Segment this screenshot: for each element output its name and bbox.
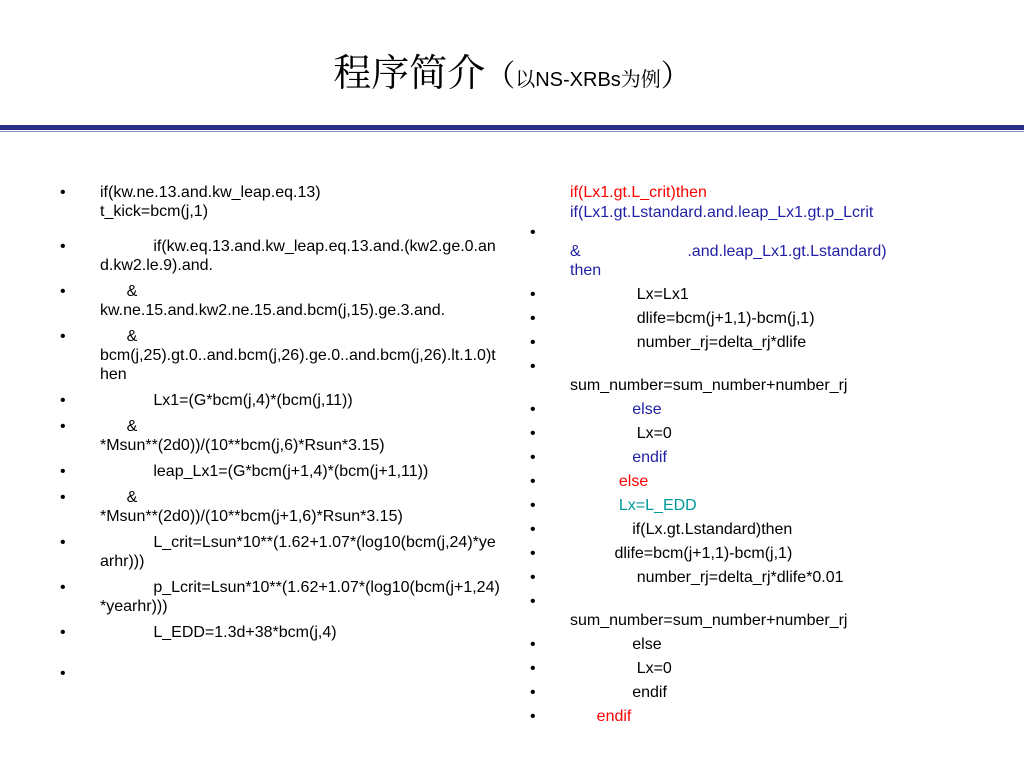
code-line: if(Lx.gt.Lstandard)then: [570, 521, 793, 538]
right-item-1: [530, 285, 980, 304]
code-line: sum_number=sum_number+number_rj: [570, 377, 848, 394]
code-line: else: [570, 473, 649, 490]
right-item-2: [530, 309, 980, 328]
code-line: dlife=bcm(j+1,1)-bcm(j,1): [570, 545, 793, 562]
bullet-icon: •: [530, 449, 536, 466]
left-code-column: [60, 183, 500, 682]
code-line: dlife=bcm(j+1,1)-bcm(j,1): [570, 310, 815, 327]
bullet-icon: •: [60, 624, 66, 641]
right-item-15: [530, 659, 980, 678]
left-item-7: [60, 488, 500, 526]
code-line: number_rj=delta_rj*dlife*0.01: [570, 569, 844, 586]
code-line: sum_number=sum_number+number_rj: [570, 612, 848, 629]
code-line: endif: [570, 684, 667, 701]
bullet-icon: •: [530, 636, 536, 653]
bullet-icon: •: [530, 310, 536, 327]
right-item-5: [530, 400, 980, 419]
left-item-6: [60, 462, 500, 481]
right-item-13: [530, 592, 980, 630]
code-line: & .and.leap_Lx1.gt.Lstandard) then: [570, 243, 887, 279]
left-item-0: [60, 183, 500, 221]
bullet-icon: •: [530, 224, 536, 241]
bullet-icon: •: [530, 684, 536, 701]
code-line: L_EDD=1.3d+38*bcm(j,4): [100, 624, 337, 641]
code-line: & *Msun**(2d0))/(10**bcm(j,6)*Rsun*3.15): [100, 418, 385, 454]
bullet-icon: •: [60, 283, 66, 300]
code-line: & kw.ne.15.and.kw2.ne.15.and.bcm(j,15).ge.3.and.: [100, 283, 446, 319]
code-line: number_rj=delta_rj*dlife: [570, 334, 807, 351]
left-item-5: [60, 417, 500, 455]
bullet-icon: •: [60, 418, 66, 435]
code-line: if(kw.eq.13.and.kw_leap.eq.13.and.(kw2.ge.0.and.kw2.le.9).and.: [100, 238, 496, 274]
bullet-icon: •: [530, 593, 536, 610]
title-divider: [0, 125, 1024, 130]
code-line: Lx=Lx1: [570, 286, 689, 303]
code-line: else: [570, 401, 662, 418]
code-line: & *Msun**(2d0))/(10**bcm(j+1,6)*Rsun*3.15): [100, 489, 403, 525]
right-item-10: [530, 520, 980, 539]
code-line: p_Lcrit=Lsun*10**(1.62+1.07*(log10(bcm(j+1,24)*yearhr))): [100, 579, 500, 615]
bullet-icon: •: [60, 184, 66, 201]
right-item-11: [530, 544, 980, 563]
right-item-3: [530, 333, 980, 352]
right-item-16: [530, 683, 980, 702]
bullet-icon: •: [530, 497, 536, 514]
code-line: leap_Lx1=(G*bcm(j+1,4)*(bcm(j+1,11)): [100, 463, 429, 480]
bullet-icon: •: [530, 401, 536, 418]
left-item-9: [60, 578, 500, 616]
title-divider-shadow: [0, 131, 1024, 132]
bullet-icon: •: [530, 708, 536, 725]
bullet-icon: •: [530, 521, 536, 538]
title-subtitle: 以NS-XRBs为例: [515, 69, 661, 91]
code-line: if(kw.ne.13.and.kw_leap.eq.13) t_kick=bcm(j,1): [100, 184, 321, 220]
left-item-3: [60, 327, 500, 384]
bullet-icon: •: [60, 534, 66, 551]
bullet-icon: •: [530, 473, 536, 490]
left-item-4: [60, 391, 500, 410]
bullet-icon: •: [530, 569, 536, 586]
left-item-1: [60, 237, 500, 275]
bullet-icon: •: [60, 489, 66, 506]
bullet-icon: •: [60, 392, 66, 409]
slide-title: [0, 48, 1024, 107]
right-item-8: [530, 472, 980, 491]
right-item-7: [530, 448, 980, 467]
title-paren-close: ）: [660, 59, 691, 94]
code-line: & bcm(j,25).gt.0..and.bcm(j,26).ge.0..and.bcm(j,26).lt.1.0)then: [100, 328, 496, 383]
code-line: Lx=L_EDD: [570, 497, 697, 514]
left-item-2: [60, 282, 500, 320]
right-item-4: [530, 357, 980, 395]
bullet-icon: •: [60, 328, 66, 345]
code-line: endif: [570, 708, 632, 725]
code-line: L_crit=Lsun*10**(1.62+1.07*(log10(bcm(j,24)*yearhr))): [100, 534, 496, 570]
right-item-6: [530, 424, 980, 443]
bullet-icon: •: [60, 238, 66, 255]
left-item-10: [60, 623, 500, 642]
right-item-0: [530, 223, 980, 280]
title-main: 程序简介: [333, 51, 486, 95]
right-item-9: [530, 496, 980, 515]
code-line: Lx1=(G*bcm(j,4)*(bcm(j,11)): [100, 392, 353, 409]
right-item-12: [530, 568, 980, 587]
code-line: Lx=0: [570, 425, 672, 442]
bullet-icon: •: [530, 545, 536, 562]
title-paren-open: （: [485, 59, 516, 94]
code-line: Lx=0: [570, 660, 672, 677]
bullet-icon: •: [60, 579, 66, 596]
bullet-icon: •: [60, 463, 66, 480]
bullet-icon: •: [530, 358, 536, 375]
code-line: endif: [570, 449, 667, 466]
bullet-icon: •: [60, 665, 66, 682]
right-code-column: [530, 183, 980, 731]
bullet-icon: •: [530, 425, 536, 442]
right-head-line-2: if(Lx1.gt.Lstandard.and.leap_Lx1.gt.p_Lcrit: [570, 204, 874, 221]
right-head-line-1: if(Lx1.gt.L_crit)then: [570, 184, 707, 201]
code-line: else: [570, 636, 662, 653]
right-item-17: [530, 707, 980, 726]
bullet-icon: •: [530, 660, 536, 677]
right-item-14: [530, 635, 980, 654]
left-item-8: [60, 533, 500, 571]
bullet-icon: •: [530, 286, 536, 303]
bullet-icon: •: [530, 334, 536, 351]
